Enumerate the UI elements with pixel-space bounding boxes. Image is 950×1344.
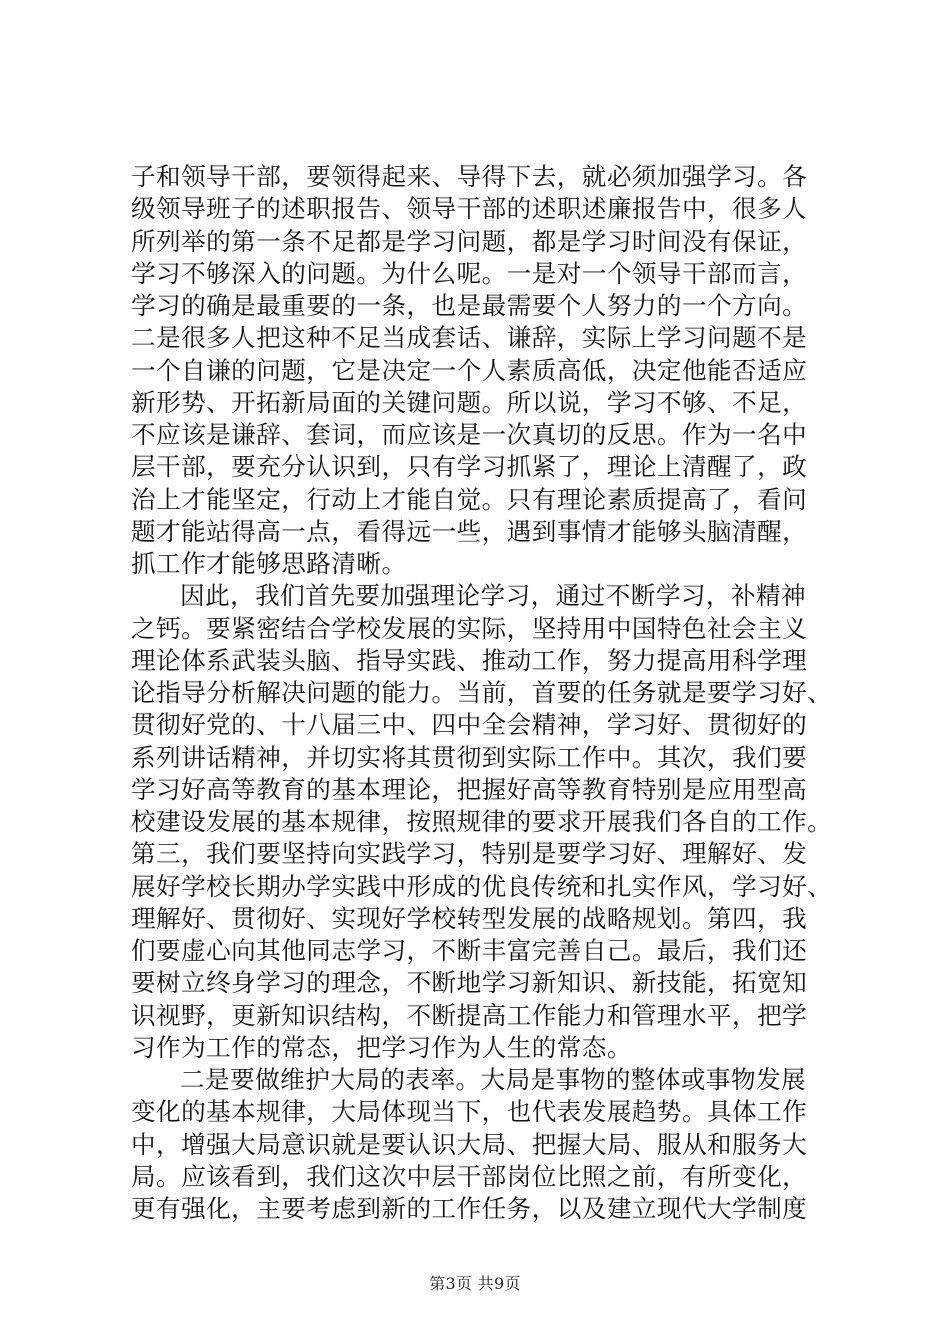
text-line: 贯彻好党的、十八届三中、四中全会精神，学习好、贯彻好的 [131,710,808,740]
text-line: 论指导分析解决问题的能力。当前，首要的任务就是要学习好、 [131,678,833,707]
text-line: 新形势、开拓新局面的关键问题。所以说，学习不够、不足， [131,387,808,417]
text-line: 治上才能坚定，行动上才能自觉。只有理论素质提高了，看问 [131,484,808,514]
paragraph-first-line: 二是要做维护大局的表率。大局是事物的整体或事物发展 [180,1065,807,1094]
paragraph-first-line: 因此，我们首先要加强理论学习，通过不断学习，补精神 [180,581,807,611]
text-line: 学习不够深入的问题。为什么呢。一是对一个领导干部而言， [131,258,808,288]
page-number: 第3页 共9页 [429,1274,521,1293]
text-line: 子和领导干部，要领得起来、导得下去，就必须加强学习。各 [131,162,808,191]
text-line: 抓工作才能够思路清晰。 [131,549,407,578]
text-line: 们要虚心向其他同志学习，不断丰富完善自己。最后，我们还 [131,936,808,965]
text-line: 所列举的第一条不足都是学习问题，都是学习时间没有保证， [131,226,808,256]
text-line: 一个自谦的问题，它是决定一个人素质高低，决定他能否适应 [131,355,808,385]
text-line: 题才能站得高一点，看得远一些，遇到事情才能够头脑清醒， [131,516,808,546]
text-line: 系列讲话精神，并切实将其贯彻到实际工作中。其次，我们要 [131,742,808,772]
text-line: 更有强化，主要考虑到新的工作任务，以及建立现代大学制度 [131,1194,808,1223]
text-line: 学习的确是最重要的一条，也是最需要个人努力的一个方向。 [131,291,808,320]
text-line: 校建设发展的基本规律，按照规律的要求开展我们各自的工作。 [131,807,833,836]
text-line: 要树立终身学习的理念，不断地学习新知识、新技能，拓宽知 [131,968,808,998]
text-line: 中，增强大局意识就是要认识大局、把握大局、服从和服务大 [131,1129,808,1159]
text-line: 不应该是谦辞、套词，而应该是一次真切的反思。作为一名中 [131,420,808,449]
text-line: 之钙。要紧密结合学校发展的实际，坚持用中国特色社会主义 [131,613,808,643]
text-line: 识视野，更新知识结构，不断提高工作能力和管理水平，把学 [131,1000,808,1030]
text-line: 二是很多人把这种不足当成套话、谦辞，实际上学习问题不是 [131,323,808,353]
text-line: 层干部，要充分认识到，只有学习抓紧了，理论上清醒了，政 [131,452,808,482]
text-line: 习作为工作的常态，把学习作为人生的常态。 [131,1032,632,1062]
body-text [131,161,831,1225]
text-line: 级领导班子的述职报告、领导干部的述职述廉报告中，很多人 [131,194,808,224]
text-line: 局。应该看到，我们这次中层干部岗位比照之前，有所变化， [131,1161,808,1191]
text-line: 变化的基本规律，大局体现当下，也代表发展趋势。具体工作 [131,1097,808,1127]
text-line: 第三，我们要坚持向实践学习，特别是要学习好、理解好、发 [131,839,808,869]
text-line: 理论体系武装头脑、指导实践、推动工作，努力提高用科学理 [131,645,808,675]
text-line: 展好学校长期办学实践中形成的优良传统和扎实作风，学习好、 [131,871,833,901]
text-line: 学习好高等教育的基本理论，把握好高等教育特别是应用型高 [131,774,808,804]
text-line: 理解好、贯彻好、实现好学校转型发展的战略规划。第四，我 [131,903,808,933]
